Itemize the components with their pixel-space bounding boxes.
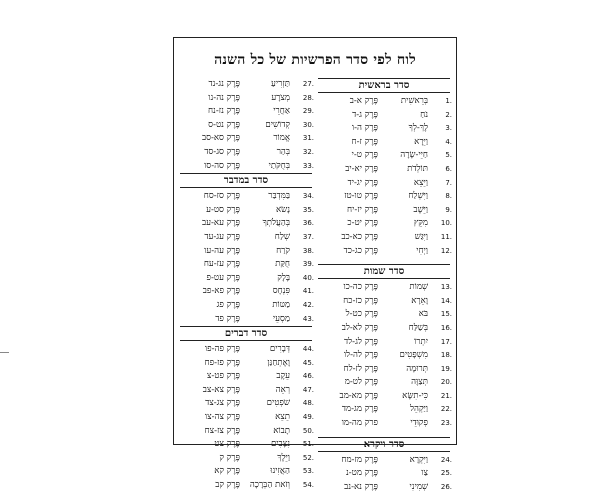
table-row (316, 281, 452, 295)
parsha-name: מִקֵּץ (413, 218, 428, 229)
parsha-name: תָבוֹא (273, 425, 290, 436)
parsha-name: בַּמִּדְבַּר (268, 191, 290, 202)
parsha-number: 16. (440, 323, 452, 332)
parsha-name: בְּשַׁלַּח (408, 322, 428, 333)
table-row (316, 467, 452, 481)
section-header-shemot: סדר שמות (318, 264, 450, 279)
parsha-number: 35. (302, 205, 314, 214)
table-row (178, 160, 314, 174)
parsha-number: 8. (445, 192, 452, 201)
parsha-name: קֹרַח (276, 245, 290, 256)
parsha-name: פִּנְחָס (272, 286, 290, 297)
section-shemot-list (316, 281, 452, 431)
parsha-number: 4. (445, 137, 452, 146)
parsha-chapters: פֶּרֶק סג-סד (204, 146, 240, 157)
parsha-chapters: פֶּרֶק נט-ס (208, 119, 240, 130)
scan-edge-mark (0, 352, 9, 353)
table-row (316, 190, 452, 204)
parsha-number: 30. (302, 120, 314, 129)
parsha-chapters: פֶּרֶק פד (215, 313, 240, 324)
parsha-number: 42. (302, 300, 314, 309)
table-row (178, 438, 314, 452)
parsha-name: וָאֵרָא (411, 295, 428, 306)
parsha-name: בֹּא (418, 309, 428, 320)
table-row (316, 149, 452, 163)
parsha-name: תַּזְרִיעַ (271, 79, 290, 89)
parsha-number: 36. (302, 219, 314, 228)
parsha-chapters: פֶּרֶק צה-צו (204, 412, 240, 423)
parsha-number: 50. (302, 426, 314, 435)
parsha-chapters: פֶּרֶק נא-נב (344, 481, 378, 492)
parsha-chapters: פֶּרֶק ט-י (351, 150, 378, 161)
table-row (178, 204, 314, 218)
parsha-name: יִתְרוֹ (414, 336, 428, 347)
section-header-bamidbar: סדר במדבר (180, 173, 312, 188)
section-bereshit-list (316, 95, 452, 258)
parsha-number: 54. (302, 481, 314, 490)
parsha-number: 23. (440, 419, 452, 428)
table-row (316, 403, 452, 417)
table-row (316, 231, 452, 245)
parsha-chapters: פֶּרֶק עג-עד (204, 231, 240, 242)
parsha-name: בְּרֵאשִׁית (400, 96, 428, 106)
parsha-name: וַיֵּצֵא (413, 177, 428, 188)
parsha-chapters: פֶּרֶק כה-כו (343, 282, 378, 293)
parsha-number: 52. (302, 453, 314, 462)
parsha-chapters: פֶּרֶק צג-צד (205, 398, 240, 409)
parsha-name: בְּהַר (276, 146, 290, 157)
table-row (178, 452, 314, 466)
table-row (178, 425, 314, 439)
table-row (178, 217, 314, 231)
table-row (316, 322, 452, 336)
left-column (178, 78, 314, 491)
table-row (316, 245, 452, 259)
parsha-chapters: פֶּרֶק ה-ו (351, 123, 378, 134)
parsha-chapters: פֶּרֶק סט-ע (206, 204, 240, 215)
parsha-number: 25. (440, 469, 452, 478)
parsha-name: שְׁמִינִי (409, 481, 428, 492)
parsha-chapters: פֶּרֶק מז-מח (341, 454, 378, 465)
page-title: לוח לפי סדר הפרשיות של כל השנה (214, 52, 416, 68)
parsha-name: תֵצֵא (275, 412, 290, 423)
table-row (316, 109, 452, 123)
parsha-number: 44. (302, 345, 314, 354)
parsha-name: וַיִּשְׁלַח (408, 191, 428, 202)
parsha-number: 45. (302, 358, 314, 367)
parsha-chapters: פֶּרֶק קב (215, 480, 240, 491)
parsha-number: 51. (302, 440, 314, 449)
parsha-number: 48. (302, 399, 314, 408)
parsha-number: 46. (302, 372, 314, 381)
parsha-name: נָשֹׂא (275, 204, 290, 215)
parsha-number: 26. (440, 482, 452, 491)
table-row (178, 92, 314, 106)
parsha-chapters: פֶּרֶק מג-מד (341, 404, 378, 415)
parsha-name: נִצָּבִים (270, 439, 290, 450)
parsha-chapters: פֶּרֶק כג-כד (343, 245, 378, 256)
parsha-chapters: פֶּרֶק עה-עו (204, 245, 240, 256)
table-row (178, 397, 314, 411)
table-row (316, 349, 452, 363)
parsha-chapters: פֶּרֶק פט-צ (206, 371, 240, 382)
table-row (316, 204, 452, 218)
parsha-chapters: פֶּרֶק כא-כב (341, 231, 378, 242)
parsha-name: תּוֹלְדֹת (407, 163, 428, 174)
table-row (178, 465, 314, 479)
parsha-number: 37. (302, 232, 314, 241)
parsha-number: 14. (440, 296, 452, 305)
parsha-name: לֶךְ-לְךָ (408, 123, 428, 134)
parsha-chapters: פֶּרֶק סז-סח (203, 191, 240, 202)
parsha-number: 33. (302, 161, 314, 170)
table-row (178, 119, 314, 133)
section-header-vayikra: סדר ויקרא (318, 437, 450, 452)
parsha-number: 3. (445, 124, 452, 133)
section-header-bereshit: סדר בראשית (318, 78, 450, 93)
parsha-chapters: פֶּרֶק יז-יח (347, 204, 378, 215)
table-row (316, 417, 452, 431)
parsha-chapters: פֶּרֶק פז-פח (204, 357, 240, 368)
section-bamidbar-list (178, 190, 314, 326)
parsha-chapters: פֶּרֶק מט-נ (345, 468, 378, 479)
table-row (316, 454, 452, 468)
parsha-chapters: פֶּרֶק נה-נו (208, 92, 240, 103)
parsha-number: 49. (302, 413, 314, 422)
parsha-chapters: פֶּרֶק פא-פב (202, 286, 240, 297)
parsha-name: רְאֵה (275, 384, 290, 395)
table-row (316, 295, 452, 309)
parsha-number: 24. (440, 455, 452, 464)
parsha-name: צַו (421, 468, 428, 479)
parsha-number: 22. (440, 405, 452, 414)
table-row (178, 105, 314, 119)
table-row (178, 411, 314, 425)
section-devarim-list (178, 343, 314, 493)
parsha-name: מַטּוֹת (272, 299, 290, 310)
parsha-name: וַיְחִי (416, 245, 428, 256)
parsha-number: 29. (302, 107, 314, 116)
table-row (178, 78, 314, 92)
parsha-number: 18. (440, 351, 452, 360)
parsha-name: נֹחַ (420, 109, 428, 120)
parsha-number: 17. (440, 337, 452, 346)
table-row (316, 363, 452, 377)
section-header-devarim: סדר דברים (180, 326, 312, 341)
table-row (316, 122, 452, 136)
parsha-number: 2. (445, 110, 452, 119)
parsha-chapters: פֶּרֶק יא-יב (345, 163, 378, 174)
parsha-number: 6. (445, 164, 452, 173)
parsha-chapters: פֶּרֶק יט-כ (347, 218, 378, 229)
parsha-number: 11. (440, 232, 452, 241)
parsha-chapters: פֶּרֶק טו-טז (344, 191, 378, 202)
parsha-number: 1. (445, 97, 452, 105)
table-row (178, 384, 314, 398)
parsha-number: 13. (440, 283, 452, 292)
table-row (316, 308, 452, 322)
parsha-number: 41. (302, 287, 314, 296)
parsha-name: הַאֲזִינוּ (270, 466, 290, 477)
table-row (178, 272, 314, 286)
parsha-chapters: פֶּרֶק מא-מב (339, 390, 378, 401)
parsha-chapters: פֶּרֶק צט (214, 439, 240, 450)
parsha-chapters: פֶּרֶק קא (214, 466, 240, 477)
table-row (178, 285, 314, 299)
parsha-chapters: פֶּרֶק צז-צח (204, 425, 240, 436)
table-row (178, 479, 314, 493)
parsha-chapters: פֶּרֶק ק (219, 452, 240, 463)
parsha-chapters: פֶּרֶק עא-עב (202, 218, 240, 229)
parsha-number: 34. (302, 192, 314, 201)
parsha-chapters: פֶּרֶק פה-פו (204, 344, 240, 355)
table-row (178, 343, 314, 357)
parsha-name: וַיֵּלֶךְ (277, 452, 290, 463)
parsha-name: וָאֶתְחַנַּן (267, 357, 290, 368)
parsha-number: 47. (302, 385, 314, 394)
parsha-chapters: פֶּרֶק ז-ח (351, 136, 378, 147)
parsha-chapters: פֶּרֶק ג-ד (352, 109, 378, 120)
table-row (178, 231, 314, 245)
parsha-name: שֹׁפְטִים (266, 398, 290, 409)
parsha-name: וַיֵּשֶׁב (413, 204, 428, 215)
parsha-chapters: פֶּרֶק יג-יד (347, 177, 378, 188)
parsha-chapters: פֶּרֶק כט-ל (345, 309, 378, 320)
parsha-name: מְצֹרָע (271, 92, 290, 103)
parsha-name: עֵקֶב (276, 371, 290, 382)
parsha-number: 20. (440, 378, 452, 387)
parsha-chapters: פֶּרֶק סה-סו (204, 160, 240, 171)
parsha-name: דְּבָרִים (269, 344, 290, 355)
parsha-number: 21. (440, 391, 452, 400)
table-row (316, 163, 452, 177)
table-row (316, 95, 452, 109)
parsha-number: 7. (445, 178, 452, 187)
parsha-name: אֱמוֹר (273, 133, 290, 144)
parsha-name: בְּהַעֲלֹתְךָ (262, 218, 290, 229)
table-row (316, 177, 452, 191)
parsha-name: וַיִּגַּשׁ (414, 231, 428, 242)
parsha-name: וַיִּקְרָא (409, 454, 428, 465)
parsha-chapters: פֶּרֶק צא-צב (202, 384, 240, 395)
parsha-chapters: פֶּרֶק כז-כח (343, 295, 378, 306)
parsha-name: כִּי-תִשָּׂא (402, 390, 428, 401)
parsha-name: חֻקַּת (275, 259, 290, 270)
section-vayikra-cont-list (178, 78, 314, 173)
table-row (178, 190, 314, 204)
parsha-chapters: פֶּרֶק פג (216, 299, 240, 310)
table-row (178, 299, 314, 313)
parsha-chapters: פרק מה-מו (341, 418, 378, 429)
parsha-chapters: פֶּרֶק עז-עח (203, 259, 240, 270)
parsha-number: 15. (440, 310, 452, 319)
parsha-number: 43. (302, 314, 314, 323)
parsha-name: תְּרוּמָה (406, 363, 428, 374)
parsha-name: מִשְׁפָּטִים (399, 350, 428, 361)
parsha-name: אַחֲרֵי (273, 106, 290, 117)
table-row (316, 376, 452, 390)
table-row (178, 357, 314, 371)
table-row (316, 481, 452, 494)
parsha-name: פְקוּדֵי (410, 418, 428, 429)
parsha-number: 53. (302, 467, 314, 476)
parsha-name: חַיֵּי-שָׂרָה (400, 150, 428, 161)
parsha-number: 10. (440, 219, 452, 228)
parsha-chapters: פֶּרֶק לז-לח (343, 363, 378, 374)
table-row (178, 132, 314, 146)
table-row (178, 245, 314, 259)
parsha-chapters: פֶּרֶק לא-לב (341, 322, 378, 333)
table-row (178, 146, 314, 160)
right-column (316, 78, 452, 492)
parsha-chapters: פֶּרֶק נז-נח (207, 106, 240, 117)
parsha-number: 19. (440, 364, 452, 373)
parsha-chapters: פֶּרֶק א-ב (349, 96, 378, 106)
parsha-name: וְזֹאת הַבְּרָכָה (249, 480, 290, 491)
table-row (178, 313, 314, 327)
table-row (316, 136, 452, 150)
parsha-number: 38. (302, 246, 314, 255)
table-row (316, 336, 452, 350)
parsha-chapters: פֶּרֶק סא-סב (201, 133, 240, 144)
parsha-chapters: פֶּרֶק לט-מ (344, 377, 378, 388)
parsha-name: בָּלָק (277, 272, 290, 283)
table-row (178, 258, 314, 272)
parsha-name: שְׁלַח (274, 231, 290, 242)
parsha-number: 39. (302, 260, 314, 269)
parsha-number: 40. (302, 273, 314, 282)
parsha-name: שְׁמוֹת (409, 282, 428, 293)
parsha-number: 27. (302, 80, 314, 88)
parsha-name: וַיֵּרָא (414, 136, 428, 147)
table-row (316, 390, 452, 404)
table-row (316, 217, 452, 231)
parsha-name: מַסְעֵי (272, 313, 290, 324)
parsha-number: 12. (440, 246, 452, 255)
parsha-number: 5. (445, 151, 452, 160)
parsha-chapters: פֶּרֶק נג-נד (208, 79, 240, 89)
parsha-chapters: פֶּרֶק לה-לו (343, 350, 378, 361)
parsha-name: קְדוֹשִׁים (265, 119, 290, 130)
parsha-chapters: פֶּרֶק לג-לד (344, 336, 378, 347)
parsha-number: 32. (302, 147, 314, 156)
table-row (178, 370, 314, 384)
parsha-name: וַיַּקְהֵל (409, 404, 428, 415)
parsha-name: בְּחֻקֹּתַי (268, 160, 290, 171)
parsha-number: 31. (302, 134, 314, 143)
parsha-number: 28. (302, 93, 314, 102)
parsha-number: 9. (445, 205, 452, 214)
parsha-chapters: פֶּרֶק עט-פ (206, 272, 240, 283)
parsha-table-sheet (173, 37, 457, 492)
parsha-name: תְּצַוֶּה (411, 377, 428, 388)
